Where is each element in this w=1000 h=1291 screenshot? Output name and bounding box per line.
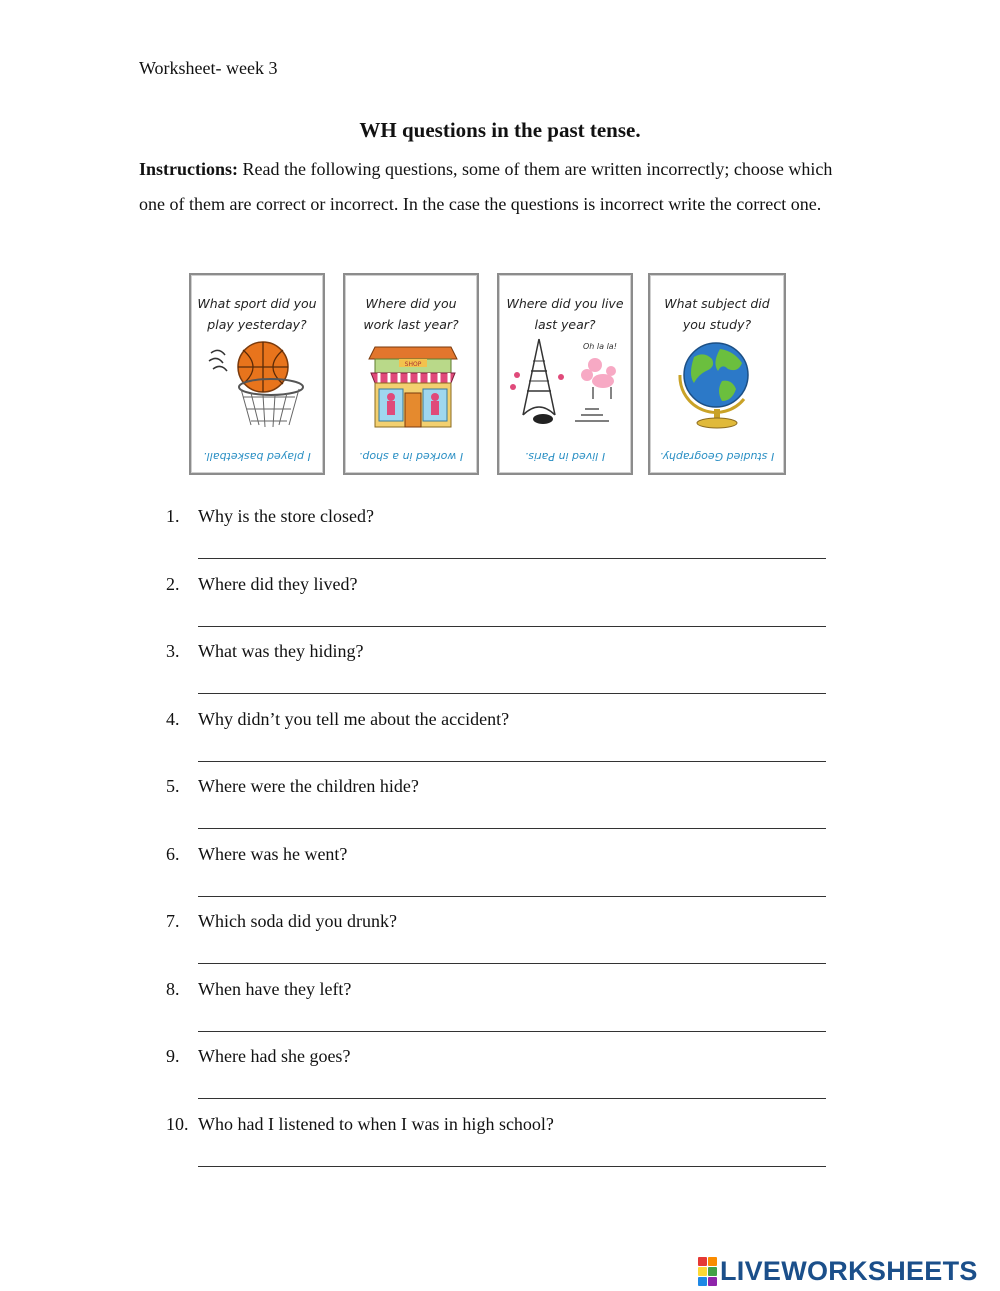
question-item [166,1108,826,1176]
answer-line[interactable] [198,896,826,897]
card-answer: I studied Geography. [659,450,775,463]
picture-cards [189,273,789,479]
logo-block [698,1257,707,1266]
answer-line[interactable] [198,693,826,694]
answer-line[interactable] [198,1166,826,1167]
answer-line[interactable] [198,761,826,762]
question-number: 4. [166,708,180,729]
question-item [166,973,826,1041]
card-basketball [189,273,325,475]
logo-block [708,1267,717,1276]
liveworksheets-logo[interactable] [698,1256,978,1286]
question-number: 5. [166,776,180,796]
question-item [166,770,826,838]
question-number: 9. [166,1046,180,1066]
question-item [166,703,826,771]
card-answer: I played basketball. [203,450,311,463]
answer-line[interactable] [198,1098,826,1099]
logo-block [698,1267,707,1276]
question-number: 2. [166,573,180,594]
card-shop [343,273,479,475]
question-list [166,500,826,1175]
instructions-label: Instructions: [139,159,239,179]
question-number: 3. [166,641,180,661]
logo-blocks-icon [698,1257,717,1286]
question-text: Where were the children hide? [198,776,419,796]
question-number: 10. [166,1113,189,1134]
answer-line[interactable] [198,1031,826,1032]
question-item [166,500,826,568]
question-item [166,1040,826,1108]
question-text: Who had I listened to when I was in high school? [198,1113,554,1134]
question-item [166,635,826,703]
question-text: When have they left? [198,978,352,999]
instructions [139,152,851,221]
globe-icon [650,335,788,435]
page-title: WH questions in the past tense. [359,118,641,142]
card-question: What sport did you play yesterday? [197,296,317,332]
logo-text: LIVEWORKSHEETS [720,1255,978,1286]
card-question: Where did you work last year? [363,296,459,332]
question-text: Where was he went? [198,843,348,864]
question-text: Where did they lived? [198,573,358,594]
shop-icon [345,335,481,435]
logo-block [708,1277,717,1286]
card-question: What subject did you study? [664,296,770,332]
question-item [166,568,826,636]
question-text: Why is the store closed? [198,506,374,526]
logo-block [698,1277,707,1286]
card-paris [497,273,633,475]
answer-line[interactable] [198,558,826,559]
card-answer: I lived in Paris. [524,450,606,463]
question-item [166,838,826,906]
card-question: Where did you live last year? [506,296,624,332]
header-label: Worksheet- week 3 [139,58,278,78]
question-text: Why didn’t you tell me about the accident? [198,708,510,729]
question-number: 1. [166,506,180,526]
instructions-text: Read the following questions, some of them are written incorrectly; choose which one of them are correct or incorrect. In the case the questions is incorrect write the correct one. [139,159,833,214]
logo-block [708,1257,717,1266]
question-text: Which soda did you drunk? [198,911,397,931]
answer-line[interactable] [198,626,826,627]
shop-sign: SHOP [404,361,422,368]
card-answer: I worked in a shop. [358,450,464,463]
question-item [166,905,826,973]
question-text: What was they hiding? [198,641,364,661]
card-globe [648,273,786,475]
paris-text: Oh la la! [583,342,617,351]
basketball-hoop-icon [191,335,327,435]
question-number: 8. [166,978,180,999]
eiffel-tower-icon [499,335,635,435]
answer-line[interactable] [198,963,826,964]
question-number: 6. [166,843,180,864]
answer-line[interactable] [198,828,826,829]
question-number: 7. [166,911,180,931]
question-text: Where had she goes? [198,1046,351,1066]
